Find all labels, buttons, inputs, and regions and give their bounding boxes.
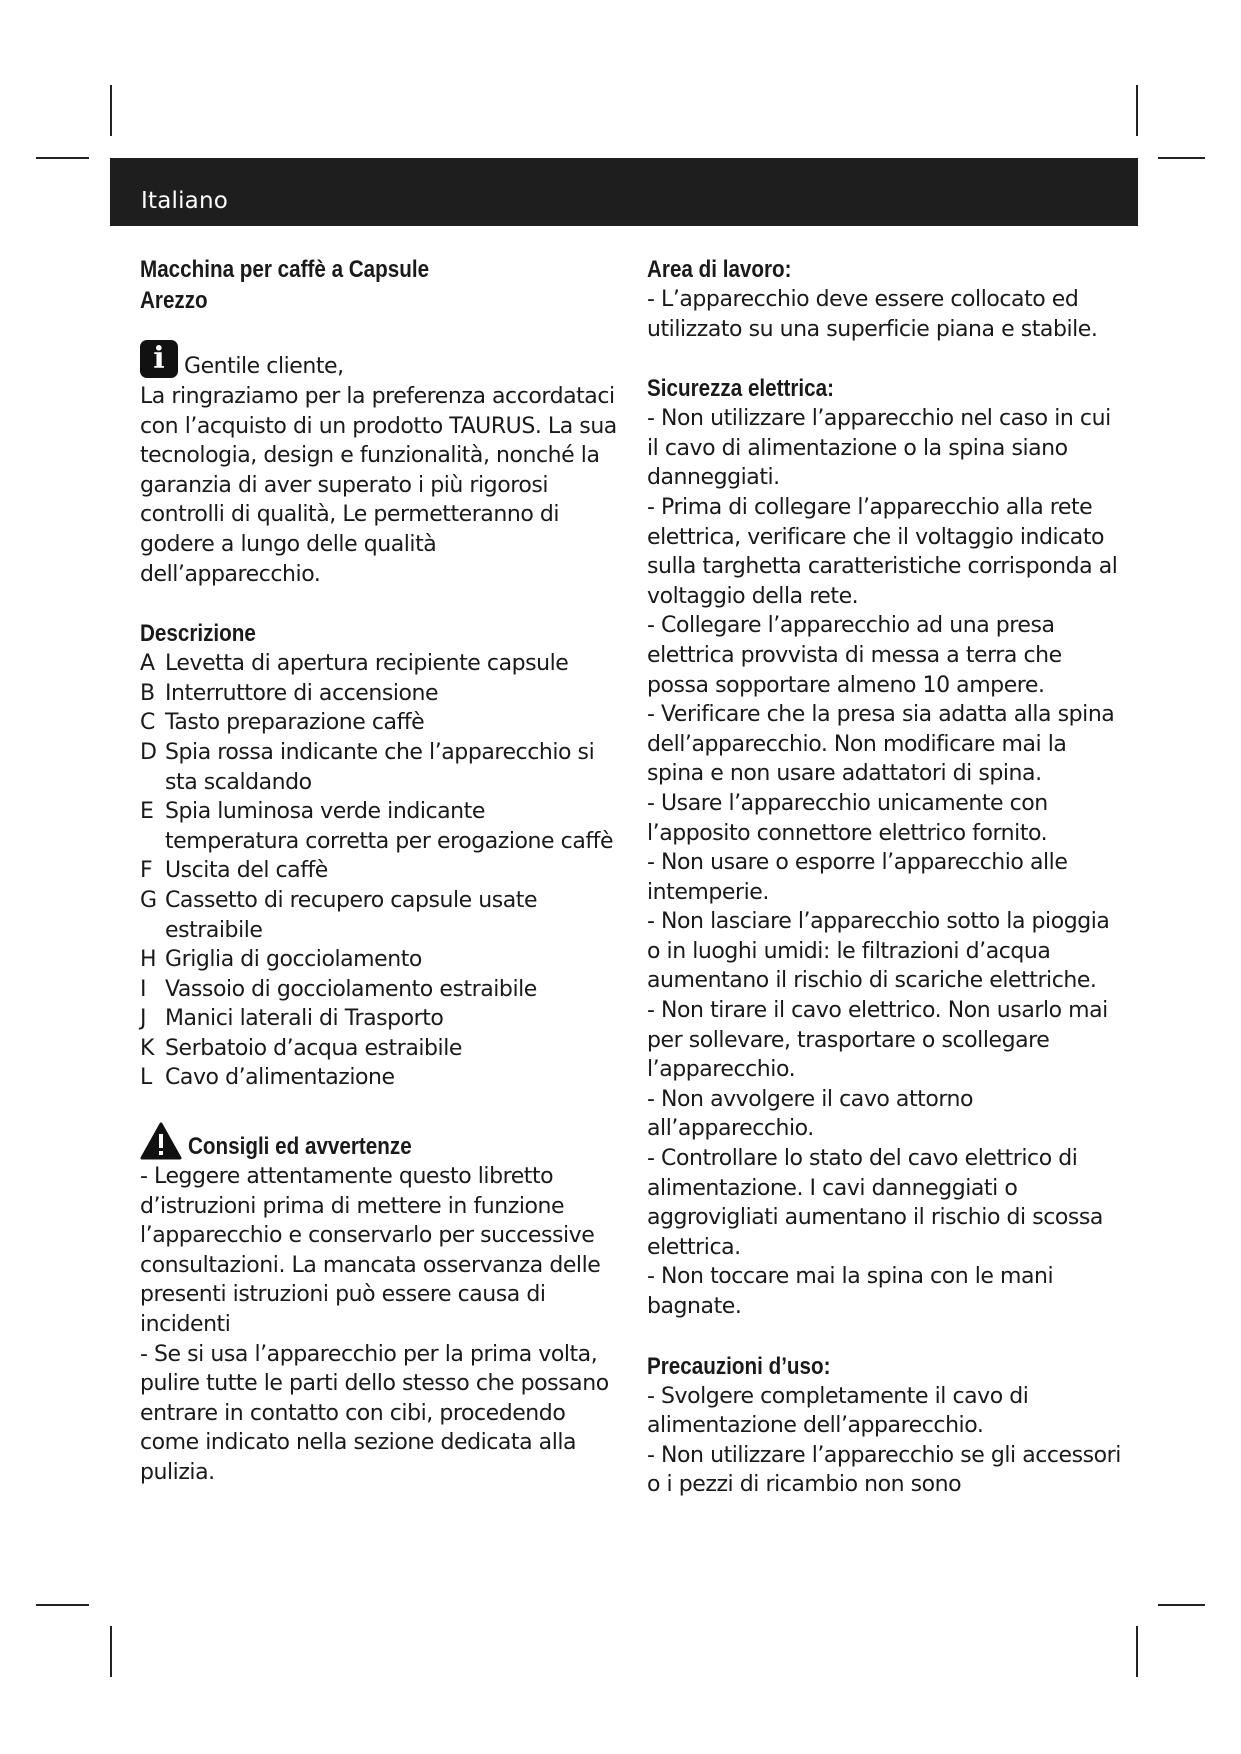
greeting-text: Gentile cliente, bbox=[184, 354, 344, 380]
crop-mark-bottom-left-vertical bbox=[110, 1626, 112, 1677]
warnings-heading-row bbox=[140, 1122, 620, 1162]
electrical-safety-paragraph: - Controllare lo stato del cavo elettrico di alimentazione. I cavi danneggiati o aggrovigliati aumentano il rischio di scossa elettrica. bbox=[647, 1146, 1103, 1260]
list-item: A Levetta di apertura recipiente capsule bbox=[140, 651, 569, 677]
electrical-safety-paragraph: - Non avvolgere il cavo attorno all’apparecchio. bbox=[647, 1086, 974, 1142]
usage-precautions-heading: Precauzioni d’uso: bbox=[647, 1352, 831, 1380]
right-column bbox=[647, 254, 1127, 1500]
list-item: H Griglia di gocciolamento bbox=[140, 947, 422, 973]
crop-mark-bottom-left-horizontal bbox=[36, 1604, 89, 1606]
crop-mark-bottom-right-vertical bbox=[1136, 1626, 1138, 1677]
electrical-safety-paragraph: - Non tirare il cavo elettrico. Non usarlo mai per sollevare, trasportare o scollegare l’apparecchio. bbox=[647, 998, 1108, 1083]
list-item: F Uscita del caffè bbox=[140, 858, 328, 884]
greeting-row bbox=[140, 340, 620, 382]
electrical-safety-paragraph: - Collegare l’apparecchio ad una presa elettrica provvista di messa a terra che possa sopportare almeno 10 ampere. bbox=[647, 613, 1062, 698]
list-item: B Interruttore di accensione bbox=[140, 680, 439, 706]
work-area-heading: Area di lavoro: bbox=[647, 256, 792, 283]
left-column bbox=[140, 254, 620, 1488]
list-item: L Cavo d’alimentazione bbox=[140, 1065, 395, 1091]
crop-mark-top-left-vertical bbox=[110, 85, 112, 136]
list-item: J Manici laterali di Trasporto bbox=[140, 1006, 444, 1032]
crop-mark-top-left-horizontal bbox=[36, 157, 89, 159]
info-icon: i bbox=[140, 340, 178, 378]
electrical-safety-paragraph: - Prima di collegare l’apparecchio alla rete elettrica, verificare che il voltaggio indicato sulla targhetta caratteristiche corrisponda al voltaggio della rete. bbox=[647, 494, 1118, 609]
language-header-bar bbox=[110, 158, 1138, 226]
work-area-paragraph: - L’apparecchio deve essere collocato ed utilizzato su una superficie piana e stabile. bbox=[647, 287, 1098, 342]
intro-paragraph: La ringraziamo per la preferenza accordataci con l’acquisto di un prodotto TAURUS. La sua tecnologia, design e funzionalità, nonché la garanzia di aver superato i più rigorosi controlli di qualità, Le permetteranno di godere a lungo delle qualità dell’apparecchio. bbox=[140, 384, 617, 587]
crop-mark-top-right-horizontal bbox=[1158, 157, 1205, 159]
product-model: Arezzo bbox=[140, 287, 208, 314]
list-item: E Spia luminosa verde indicante temperatura corretta per erogazione caffè bbox=[140, 799, 614, 854]
usage-precautions-paragraph: - Svolgere completamente il cavo di alimentazione dell’apparecchio. bbox=[647, 1383, 1029, 1439]
warning-paragraph: - Leggere attentamente questo libretto d’istruzioni prima di mettere in funzione l’apparecchio e conservarlo per successive consultazioni. La mancata osservanza delle presenti istruzioni può essere causa di incidenti bbox=[140, 1164, 601, 1338]
warning-paragraph: - Se si usa l’apparecchio per la prima volta, pulire tutte le parti dello stesso che possano entrare in contatto con cibi, procedendo come indicato nella sezione dedicata alla pulizia. bbox=[140, 1341, 609, 1485]
electrical-safety-paragraph: - Verificare che la presa sia adatta alla spina dell’apparecchio. Non modificare mai la spina e non usare adattatori di spina. bbox=[647, 702, 1115, 787]
electrical-safety-paragraph: - Non utilizzare l’apparecchio nel caso in cui il cavo di alimentazione o la spina siano danneggiati. bbox=[647, 406, 1111, 491]
electrical-safety-paragraph: - Non lasciare l’apparecchio sotto la pioggia o in luoghi umidi: le filtrazioni d’acqua aumentano il rischio di scariche elettriche. bbox=[647, 909, 1110, 994]
language-label: Italiano bbox=[141, 188, 229, 214]
warnings-heading: Consigli ed avvertenze bbox=[188, 1133, 412, 1161]
list-item: C Tasto preparazione caffè bbox=[140, 710, 425, 736]
electrical-safety-paragraph: - Usare l’apparecchio unicamente con l’apposito connettore elettrico fornito. bbox=[647, 790, 1048, 846]
list-item: I Vassoio di gocciolamento estraibile bbox=[140, 976, 537, 1002]
crop-mark-bottom-right-horizontal bbox=[1158, 1604, 1205, 1606]
description-heading: Descrizione bbox=[140, 620, 256, 648]
electrical-safety-heading: Sicurezza elettrica: bbox=[647, 375, 834, 403]
electrical-safety-paragraph: - Non toccare mai la spina con le mani bagnate. bbox=[647, 1264, 1054, 1319]
electrical-safety-paragraph: - Non usare o esporre l’apparecchio alle intemperie. bbox=[647, 850, 1068, 905]
product-title: Macchina per caffè a Capsule bbox=[140, 256, 430, 283]
crop-mark-top-right-vertical bbox=[1136, 85, 1138, 136]
list-item: K Serbatoio d’acqua estraibile bbox=[140, 1035, 462, 1061]
parts-list bbox=[140, 649, 620, 1093]
warning-icon bbox=[140, 1122, 182, 1160]
list-item: D Spia rossa indicante che l’apparecchio si sta scaldando bbox=[140, 739, 595, 795]
usage-precautions-paragraph: - Non utilizzare l’apparecchio se gli accessori o i pezzi di ricambio non sono bbox=[647, 1442, 1121, 1498]
list-item: G Cassetto di recupero capsule usate estraibile bbox=[140, 887, 538, 943]
